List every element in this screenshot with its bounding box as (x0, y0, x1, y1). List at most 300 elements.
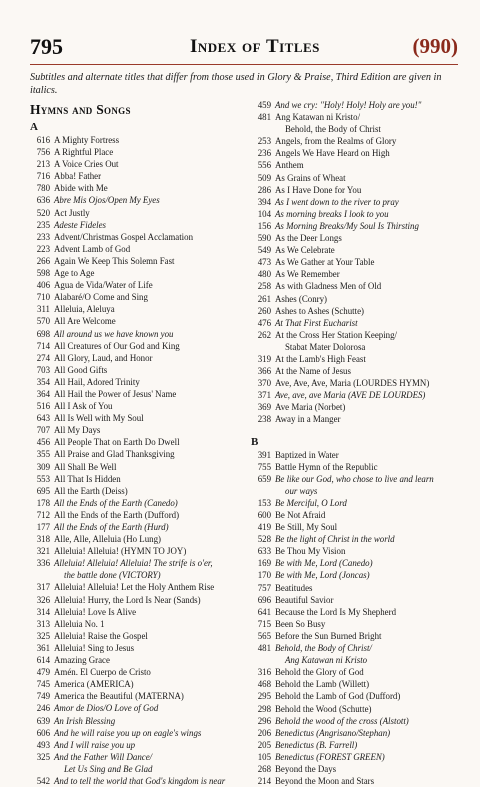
index-entry-continuation (251, 123, 466, 135)
page-number: 795 (30, 34, 63, 59)
entry-title: Be Still, My Soul (275, 522, 338, 533)
entry-title: Be Thou My Vision (275, 546, 346, 557)
entry-title: All Glory, Laud, and Honor (54, 352, 153, 363)
entry-number: 716 (36, 171, 50, 182)
entry-number: 156 (257, 220, 271, 231)
section-heading: Hymns and Songs (30, 102, 131, 117)
entry-title: Ave, Ave, Ave, Maria (LOURDES HYMN) (275, 378, 430, 389)
entry-title: Alleluia! Alleluia! Let the Holy Anthem Rise (54, 582, 215, 593)
entry-title: Before the Sun Burned Bright (275, 630, 382, 641)
entry-title: Angels We Have Heard on High (275, 148, 390, 159)
page-code: (990) (412, 34, 458, 58)
entry-number: 479 (36, 667, 50, 678)
index-entry (30, 509, 245, 521)
index-entry (251, 208, 466, 220)
entry-title: All Good Gifts (54, 364, 108, 375)
entry-number: 516 (36, 401, 50, 412)
entry-number: 321 (36, 546, 50, 557)
entry-title: As We Gather at Your Table (275, 257, 375, 268)
entry-number: 696 (257, 594, 271, 605)
entry-title: the battle done (VICTORY) (64, 570, 161, 581)
entry-number: 316 (257, 667, 271, 678)
entry-title: A Rightful Place (54, 147, 114, 158)
entry-number: 317 (36, 582, 50, 593)
index-entry (30, 461, 245, 473)
entry-number: 406 (36, 280, 50, 291)
entry-number: 391 (257, 449, 271, 460)
entry-title: Behold the Lamb of God (Dufford) (275, 691, 401, 702)
entry-title: As Grains of Wheat (275, 172, 346, 183)
entry-number: 749 (36, 691, 50, 702)
entry-number: 600 (257, 510, 271, 520)
index-entry (251, 172, 466, 184)
index-entry (30, 702, 245, 714)
entry-number: 715 (257, 618, 271, 629)
entry-title: All Hail, Adored Trinity (54, 376, 140, 387)
entry-title: Ang Katawan ni Kristo/ (275, 112, 361, 123)
entry-number: 710 (36, 292, 50, 303)
entry-number: 319 (257, 353, 271, 364)
entry-number: 476 (257, 317, 271, 328)
index-entry (251, 389, 466, 401)
index-entry (30, 134, 245, 146)
entry-number: 756 (36, 147, 50, 158)
entry-title: Away in a Manger (275, 414, 341, 425)
entry-number: 298 (257, 703, 271, 714)
entry-title: Alleluia! Sing to Jesus (54, 642, 135, 653)
entry-number: 258 (257, 281, 271, 292)
index-entry (251, 353, 466, 365)
entry-number: 757 (257, 582, 271, 593)
entry-title: At the Cross Her Station Keeping/ (275, 329, 398, 340)
entry-number: 643 (36, 413, 50, 424)
entry-title: Benedictus (FOREST GREEN) (275, 751, 385, 762)
index-entry (251, 305, 466, 317)
entry-number: 707 (36, 425, 50, 436)
entry-title: All the Ends of the Earth (Dufford) (54, 509, 180, 520)
entry-title: As with Gladness Men of Old (275, 281, 382, 292)
entry-title: Behold, the Body of Christ (285, 124, 381, 135)
index-entry (251, 473, 466, 485)
entry-number: 714 (36, 340, 50, 351)
entry-title: A Voice Cries Out (54, 159, 119, 170)
index-entry (30, 424, 245, 436)
index-entry (251, 727, 466, 739)
entry-number: 712 (36, 509, 50, 520)
index-entry (251, 184, 466, 196)
entry-number: 695 (36, 485, 50, 496)
entry-title: Amazing Grace (54, 655, 110, 666)
entry-number: 481 (257, 112, 271, 123)
index-entry (251, 461, 466, 473)
entry-number: 755 (257, 461, 271, 472)
entry-title: Be like our God, who chose to live and learn (275, 473, 434, 484)
entry-number: 325 (36, 630, 50, 641)
entry-number: 238 (257, 414, 271, 425)
entry-number: 480 (257, 269, 271, 280)
entry-number: 105 (257, 751, 271, 762)
entry-title: Beyond the Moon and Stars (275, 776, 375, 787)
entry-number: 419 (257, 522, 271, 533)
index-entry (30, 473, 245, 485)
entry-number: 170 (257, 570, 271, 581)
entry-title: Alleluia! Alleluia! Alleluia! The strife is o'er, (54, 558, 213, 569)
index-entry (251, 763, 466, 775)
entry-number: 223 (36, 243, 50, 254)
index-entry (251, 618, 466, 630)
index-entry (30, 182, 245, 194)
entry-number: 565 (257, 630, 271, 641)
entry-title: Alleluia, Aleluya (54, 304, 115, 315)
index-entry (30, 194, 245, 206)
entry-title: Abide with Me (54, 183, 108, 194)
entry-title: An Irish Blessing (54, 715, 116, 726)
entry-title: Ang Katawan ni Kristo (285, 655, 368, 666)
entry-title: All People That on Earth Do Dwell (54, 437, 180, 448)
index-entry (30, 642, 245, 654)
entry-number: 371 (257, 390, 271, 401)
spacer (251, 426, 466, 434)
index-entry (251, 99, 466, 111)
entry-title: All the Earth (Deiss) (54, 485, 128, 496)
index-entry (30, 436, 245, 448)
index-entry (30, 715, 245, 727)
index-entry (30, 279, 245, 291)
entry-number: 253 (257, 136, 271, 147)
entry-number: 641 (257, 606, 271, 617)
entry-number: 274 (36, 352, 50, 363)
entry-title: All Are Welcome (54, 316, 116, 327)
entry-number: 213 (36, 159, 50, 170)
entry-number: 639 (36, 715, 50, 726)
entry-title: As I Have Done for You (275, 184, 362, 195)
entry-title: At the Lamb's High Feast (275, 353, 366, 364)
index-entry (30, 448, 245, 460)
entry-number: 659 (257, 473, 271, 484)
entry-number: 366 (257, 366, 271, 377)
entry-number: 481 (257, 643, 271, 654)
index-entry (251, 220, 466, 232)
entry-title: And the Father Will Dance/ (54, 751, 153, 762)
index-entry (251, 449, 466, 461)
entry-title: All Praise and Glad Thanksgiving (54, 449, 175, 460)
entry-number: 606 (36, 727, 50, 738)
entry-title: Benedictus (Angrisano/Stephan) (275, 727, 391, 738)
entry-number: 364 (36, 388, 50, 399)
index-entry (30, 352, 245, 364)
entry-number: 473 (257, 257, 271, 268)
intro-note: Subtitles and alternate titles that differ from those used in Glory & Praise, Third Edition are given in italics. (30, 72, 442, 96)
index-entry (251, 703, 466, 715)
entry-title: Abba! Father (54, 171, 102, 182)
index-entry (251, 582, 466, 594)
entry-number: 309 (36, 461, 50, 472)
entry-number: 636 (36, 195, 50, 206)
index-entry (30, 388, 245, 400)
entry-title: Behold the wood of the cross (Alstott) (275, 715, 409, 726)
entry-number: 614 (36, 655, 50, 666)
index-entry (30, 521, 245, 533)
entry-title: Stabat Mater Dolorosa (285, 341, 366, 352)
index-entry (251, 630, 466, 642)
index-entry-continuation (30, 763, 245, 775)
entry-title: A Mighty Fortress (54, 135, 120, 145)
entry-number: 336 (36, 558, 50, 569)
entry-title: Agua de Vida/Water of Life (54, 280, 153, 291)
entry-number: 459 (257, 100, 271, 110)
index-entry (30, 400, 245, 412)
page-header (30, 34, 458, 65)
entry-number: 703 (36, 364, 50, 375)
index-entry (251, 256, 466, 268)
entry-title: Alle, Alle, Alleluia (Ho Lung) (54, 534, 161, 545)
entry-number: 745 (36, 679, 50, 690)
entry-number: 698 (36, 328, 50, 339)
entry-number: 153 (257, 497, 271, 508)
entry-title: Baptized in Water (275, 449, 339, 460)
entry-title: Act Justly (54, 207, 90, 218)
index-entry (30, 315, 245, 327)
entry-number: 214 (257, 776, 271, 787)
index-entry (251, 690, 466, 702)
entry-title: Benedictus (B. Farrell) (275, 739, 358, 750)
index-entry (30, 303, 245, 315)
index-entry (30, 158, 245, 170)
entry-title: Beyond the Days (275, 763, 337, 774)
index-entry (251, 715, 466, 727)
index-entry (30, 340, 245, 352)
entry-number: 286 (257, 184, 271, 195)
index-entry (251, 509, 466, 521)
index-entry (251, 159, 466, 171)
entry-title: Be with Me, Lord (Canedo) (275, 558, 373, 569)
right-column (251, 99, 466, 787)
entry-number: 361 (36, 642, 50, 653)
index-entry (251, 377, 466, 389)
index-entry (30, 751, 245, 763)
entry-title: Be with Me, Lord (Joncas) (275, 570, 370, 581)
entry-number: 178 (36, 497, 50, 508)
index-entry (251, 329, 466, 341)
entry-number: 235 (36, 219, 50, 230)
entry-number: 326 (36, 594, 50, 605)
entry-title: And I will raise you up (54, 739, 136, 750)
entry-title: All I Ask of You (54, 401, 113, 412)
index-entry (30, 231, 245, 243)
index-entry (30, 606, 245, 618)
entry-title: Adeste Fideles (54, 219, 106, 230)
index-entry (251, 135, 466, 147)
index-entry (30, 727, 245, 739)
entry-title: Been So Busy (275, 618, 326, 629)
index-entry (251, 533, 466, 545)
entry-title: Anthem (275, 160, 304, 171)
entry-title: Alleluia! Raise the Gospel (54, 630, 148, 641)
index-entry (251, 606, 466, 618)
index-entry (30, 654, 245, 666)
index-entry (251, 497, 466, 509)
entry-title: Ave, ave, ave Maria (AVE DE LOURDES) (275, 390, 426, 401)
entry-title: And we cry: "Holy! Holy! Holy are you!" (275, 100, 422, 110)
entry-number: 590 (257, 233, 271, 244)
index-entry (30, 690, 245, 702)
entry-number: 104 (257, 208, 271, 219)
index-entry (30, 545, 245, 557)
entry-title: Alabaré/O Come and Sing (54, 292, 148, 303)
entry-title: And to tell the world that God's kingdom is near (54, 775, 226, 786)
left-column (30, 101, 245, 787)
entry-number: 246 (36, 703, 50, 714)
entry-title: America the Beautiful (MATERNA) (54, 691, 184, 702)
entry-number: 169 (257, 558, 271, 569)
entry-title: All Is Well with My Soul (54, 413, 144, 424)
entry-number: 598 (36, 268, 50, 279)
entry-number: 369 (257, 402, 271, 413)
index-entry (251, 317, 466, 329)
index-entry (251, 244, 466, 256)
entry-title: As the Deer Longs (275, 233, 342, 244)
entry-number: 354 (36, 376, 50, 387)
entry-number: 370 (257, 378, 271, 389)
entry-title: Be Not Afraid (275, 510, 326, 520)
entry-number: 268 (257, 763, 271, 774)
entry-number: 177 (36, 522, 50, 532)
index-entry (30, 775, 245, 787)
entry-number: 633 (257, 546, 271, 557)
entry-title: Angels, from the Realms of Glory (275, 136, 397, 147)
entry-title: As We Celebrate (275, 245, 335, 256)
entry-title: As Morning Breaks/My Soul Is Thirsting (275, 220, 419, 231)
index-entry (30, 666, 245, 678)
entry-title: And he will raise you up on eagle's wings (54, 727, 202, 738)
index-entry (251, 521, 466, 533)
entry-title: All the Ends of the Earth (Canedo) (54, 497, 178, 508)
index-entry (30, 207, 245, 219)
entry-title: Beatitudes (275, 582, 313, 593)
entry-title: Ashes to Ashes (Schutte) (275, 305, 364, 316)
index-entry (251, 111, 466, 123)
index-entry (251, 268, 466, 280)
entry-title: As morning breaks I look to you (275, 208, 389, 219)
index-entry (251, 401, 466, 413)
index-entry (251, 196, 466, 208)
entry-number: 553 (36, 473, 50, 484)
entry-title: All the Ends of the Earth (Hurd) (54, 522, 169, 532)
index-entry (30, 412, 245, 424)
entry-title: All Shall Be Well (54, 461, 117, 472)
index-entry (251, 147, 466, 159)
index-entry (251, 280, 466, 292)
index-entry-continuation (251, 341, 466, 353)
entry-title: Alleluia! Love Is Alive (54, 606, 137, 617)
entry-number: 394 (257, 196, 271, 207)
entry-number: 456 (36, 437, 50, 448)
index-entry (30, 618, 245, 630)
index-entry (30, 291, 245, 303)
index-entry (30, 497, 245, 509)
entry-title: As We Remember (275, 269, 340, 280)
entry-number: 311 (37, 304, 50, 315)
entry-number: 262 (257, 329, 271, 340)
index-entry (251, 413, 466, 425)
entry-title: Advent/Christmas Gospel Acclamation (54, 231, 194, 242)
letter-heading: A (30, 121, 38, 133)
index-entry (30, 364, 245, 376)
index-entry (30, 219, 245, 231)
entry-number: 509 (257, 172, 271, 183)
index-entry (30, 557, 245, 569)
entry-number: 261 (257, 293, 271, 304)
index-entry-continuation (30, 569, 245, 581)
entry-title: Age to Age (54, 268, 95, 279)
entry-title: Ashes (Conry) (275, 293, 328, 304)
index-entry (30, 376, 245, 388)
index-entry (30, 533, 245, 545)
entry-title: Again We Keep This Solemn Fast (54, 255, 175, 266)
entry-number: 570 (36, 316, 50, 327)
page-title: Index of Titles (190, 36, 320, 57)
index-entry (30, 739, 245, 751)
entry-title: Ave Maria (Norbet) (275, 402, 346, 413)
index-entry (30, 328, 245, 340)
index-entry (30, 485, 245, 497)
index-entry (251, 666, 466, 678)
entry-number: 520 (36, 207, 50, 218)
entry-title: Amor de Dios/O Love of God (54, 703, 159, 714)
entry-title: Beautiful Savior (275, 594, 334, 605)
entry-title: Be the light of Christ in the world (275, 534, 395, 545)
entry-number: 266 (36, 255, 50, 266)
entry-title: Abre Mis Ojos/Open My Eyes (54, 195, 160, 206)
index-entry-continuation (251, 485, 466, 497)
entry-title: Behold the Glory of God (275, 667, 364, 678)
entry-title: Amén. El Cuerpo de Cristo (54, 667, 151, 678)
index-entry (30, 255, 245, 267)
entry-number: 296 (257, 715, 271, 726)
index-entry (30, 267, 245, 279)
entry-title: As I went down to the river to pray (275, 196, 399, 207)
entry-title: Battle Hymn of the Republic (275, 461, 378, 472)
entry-number: 233 (36, 231, 50, 242)
entry-title: Alleluia! Hurry, the Lord Is Near (Sands) (54, 594, 201, 605)
index-entry (251, 293, 466, 305)
entry-number: 616 (36, 135, 50, 145)
entry-number: 549 (257, 245, 271, 256)
entry-number: 313 (36, 618, 50, 629)
index-entry (251, 739, 466, 751)
entry-title: All around us we have known you (54, 328, 174, 339)
index-entry (251, 678, 466, 690)
entry-number: 493 (36, 739, 50, 750)
index-entry (30, 594, 245, 606)
entry-title: All Hail the Power of Jesus' Name (54, 388, 177, 399)
index-entry (30, 146, 245, 158)
entry-number: 780 (36, 183, 50, 194)
entry-number: 556 (257, 160, 271, 171)
entry-title: Behold the Lamb (Willett) (275, 679, 370, 690)
entry-number: 318 (36, 534, 50, 545)
entry-title: All Creatures of Our God and King (54, 340, 180, 351)
index-entry (251, 569, 466, 581)
entry-number: 314 (36, 606, 50, 617)
index-entry (251, 545, 466, 557)
entry-title: All That Is Hidden (54, 473, 121, 484)
entry-number: 325 (36, 751, 50, 762)
entry-title: Because the Lord Is My Shepherd (275, 606, 397, 617)
entry-title: Behold, the Body of Christ/ (275, 643, 372, 654)
entry-title: Be Merciful, O Lord (275, 497, 347, 508)
entry-number: 260 (257, 305, 271, 316)
